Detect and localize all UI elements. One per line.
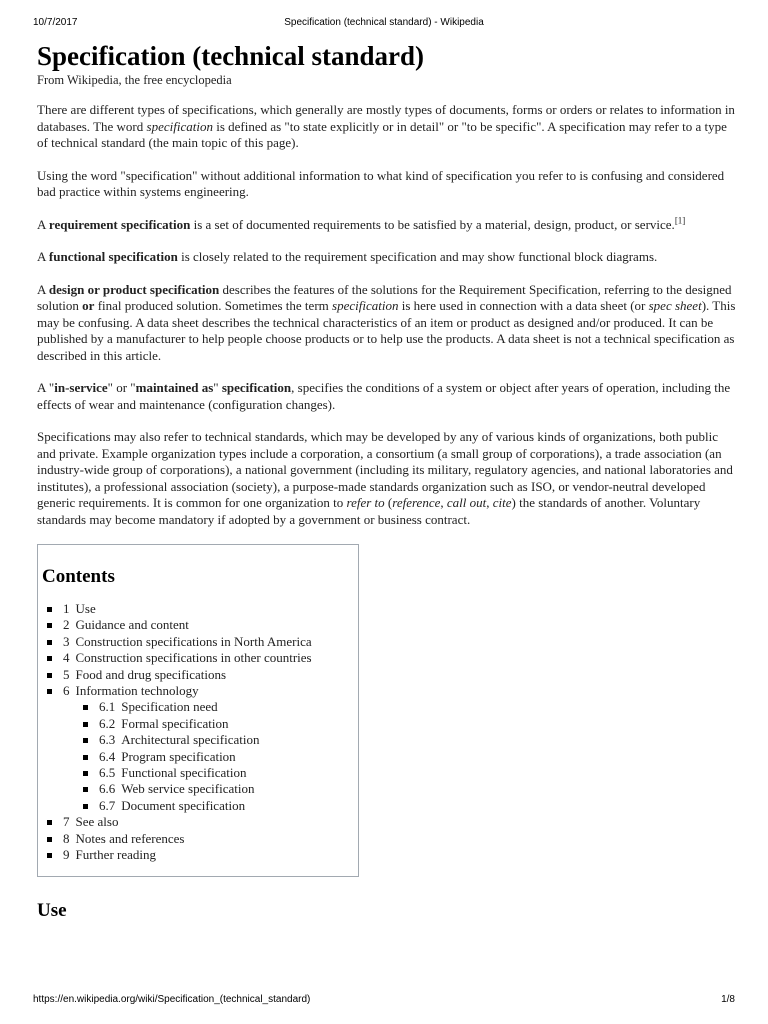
paragraph-usage-warning: Using the word "specification" without additional information to what kind of specification you refer to is confusing and considered bad practice within systems engineering. <box>37 167 725 199</box>
print-url: https://en.wikipedia.org/wiki/Specification_(technical_standard) <box>33 994 311 1005</box>
toc-subitem-document-specification[interactable]: 6.7 Document specification <box>99 798 354 814</box>
section-heading-use: Use <box>37 899 67 921</box>
toc-item-see-also[interactable]: 7 See also <box>63 814 354 830</box>
toc-item-guidance[interactable]: 2 Guidance and content <box>63 617 354 633</box>
bullet-icon <box>83 787 88 792</box>
toc-item-construction-other[interactable]: 4 Construction specifications in other countries <box>63 650 354 666</box>
paragraph-intro: There are different types of specifications, which generally are mostly types of documents, forms or orders or relates to information in databases. The word specification is defined as "to state explicitly or in detail" or "to be specific". A specification may refer to a type of technical standard (the main topic of this page). <box>37 102 735 150</box>
toc-title: Contents <box>42 566 115 587</box>
bullet-icon <box>83 771 88 776</box>
term-functional-specification: functional specification <box>48 249 178 264</box>
paragraph-design-spec: A design or product specification describes the features of the solutions for the Requirement Specification, referring to the designed solution or final produced solution. Sometimes the term specification is here used in connection with a data sheet (or spec sheet). This may be confusing. A data sheet describes the technical characteristics of an item or product as designed and/or produced. It can be published by a manufacturer to help people choose products or to help use the products. A data sheet is not a technical specification as described in this article. <box>37 281 736 363</box>
toc-subitem-specification-need[interactable]: 6.1 Specification need <box>99 699 354 715</box>
toc-sublist <box>63 699 354 814</box>
bullet-icon <box>47 853 52 858</box>
toc-subitem-functional-specification[interactable]: 6.5 Functional specification <box>99 765 354 781</box>
toc-subitem-web-service-specification[interactable]: 6.6 Web service specification <box>99 781 354 797</box>
bullet-icon <box>83 738 88 743</box>
paragraph-technical-standards: Specifications may also refer to technical standards, which may be developed by any of various kinds of organizations, both public and private. Example organization types include a corporation, a consortium (a small group of corporations), a trade association (an industry-wide group of corporations), a national government (including its military, regulatory agencies, and national laboratories and institutes), a professional association (society), a purpose-made standards organization such as ISO, or vendor-neutral developed generic requirements. It is common for one organization to refer to (reference, call out, cite) the standards of another. Voluntary standards may become mandatory if adopted by a government or business contract. <box>37 429 733 527</box>
bullet-icon <box>83 755 88 760</box>
toc-list <box>42 601 354 864</box>
bullet-icon <box>83 722 88 727</box>
bullet-icon <box>83 705 88 710</box>
term-requirement-specification: requirement specification <box>48 216 191 232</box>
bullet-icon <box>47 689 52 694</box>
bullet-icon <box>47 640 52 645</box>
article-content <box>37 40 737 923</box>
print-footer <box>33 994 735 1008</box>
toc-item-further-reading[interactable]: 9 Further reading <box>63 847 354 863</box>
paragraph-requirement-spec: A requirement specification is a set of documented requirements to be satisfied by a material, design, product, or service.[1] <box>37 215 686 232</box>
toc-item-information-technology[interactable]: 6 Information technology 6.1 Specification need 6.2 Formal specification 6.3 Architectural specification 6.4 Program specification 6.5 Functional specification 6.6 Web service specification 6.7 Document specification <box>63 683 354 814</box>
print-header <box>33 17 735 31</box>
term-design-product-specification: design or product specification <box>48 281 220 297</box>
toc-item-construction-na[interactable]: 3 Construction specifications in North America <box>63 634 354 650</box>
table-of-contents <box>37 544 359 877</box>
bullet-icon <box>47 837 52 842</box>
toc-item-use[interactable]: 1 Use <box>63 601 354 617</box>
print-page-title: Specification (technical standard) - Wikipedia <box>284 17 484 28</box>
bullet-icon <box>47 656 52 661</box>
citation-link[interactable]: [1] <box>674 215 686 226</box>
bullet-icon <box>47 607 52 612</box>
toc-item-notes-references[interactable]: 8 Notes and references <box>63 831 354 847</box>
toc-subitem-architectural-specification[interactable]: 6.3 Architectural specification <box>99 732 354 748</box>
print-page-number: 1/8 <box>721 994 735 1005</box>
bullet-icon <box>47 623 52 628</box>
page-title: Specification (technical standard) <box>37 41 424 71</box>
paragraph-functional-spec: A functional specification is closely related to the requirement specification and may show functional block diagrams. <box>37 249 658 264</box>
term-specification: specification <box>146 118 213 134</box>
toc-subitem-formal-specification[interactable]: 6.2 Formal specification <box>99 716 354 732</box>
print-date: 10/7/2017 <box>33 17 78 28</box>
site-tagline: From Wikipedia, the free encyclopedia <box>37 73 232 87</box>
bullet-icon <box>47 820 52 825</box>
toc-item-food-drug[interactable]: 5 Food and drug specifications <box>63 667 354 683</box>
bullet-icon <box>47 673 52 678</box>
paragraph-in-service-spec: A "in-service" or "maintained as" specification, specifies the conditions of a system or object after years of operation, including the effects of wear and maintenance (configuration changes). <box>37 380 731 412</box>
toc-subitem-program-specification[interactable]: 6.4 Program specification <box>99 749 354 765</box>
bullet-icon <box>83 804 88 809</box>
